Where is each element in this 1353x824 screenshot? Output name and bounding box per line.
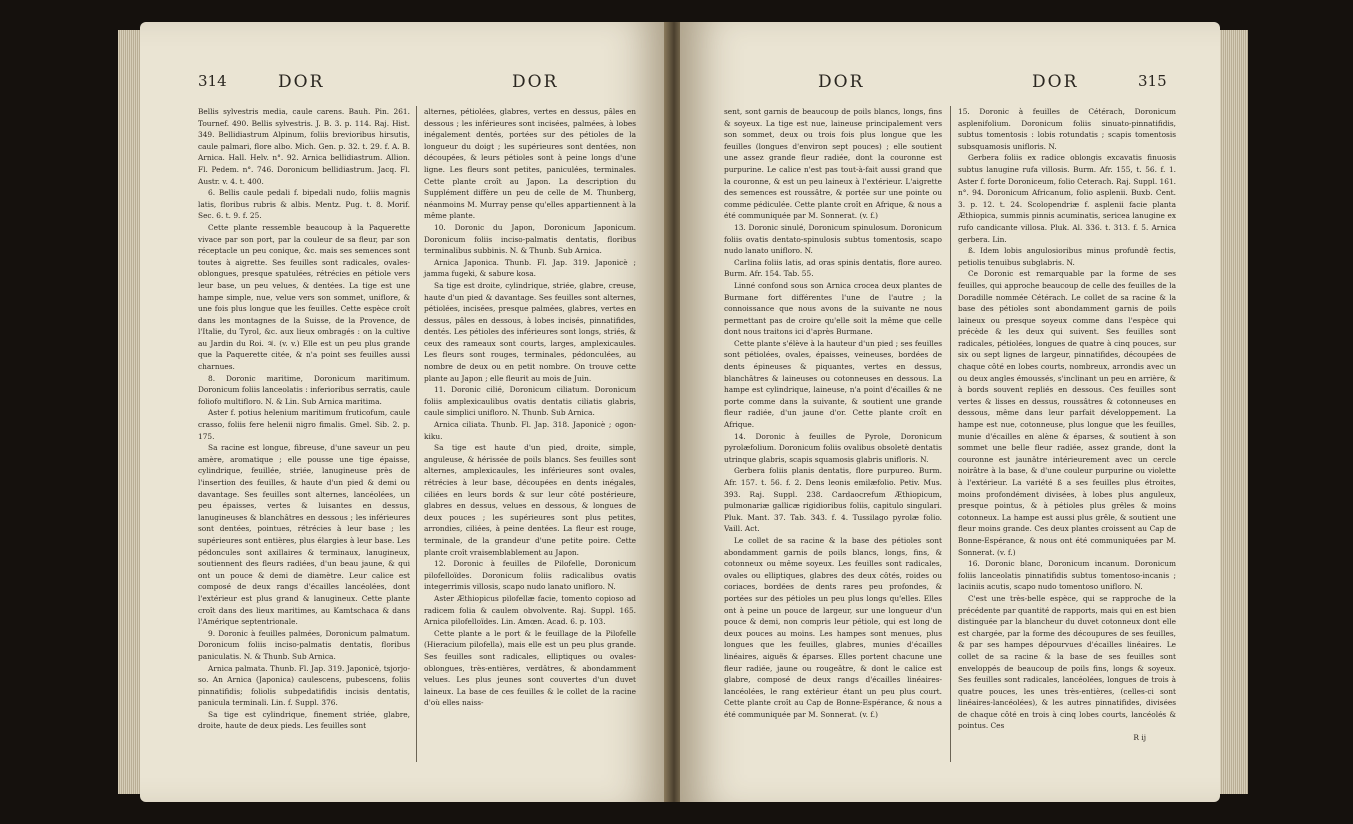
page-number: 314: [198, 72, 227, 90]
paragraph: Bellis sylvestris media, caule carens. Bauh. Pin. 261. Tournef. 490. Bellis sylvestris. J. B. 3. p. 114. Raj. Hist. 349. Bellidiastrum Alpinum, foliis brevioribus hirsutis, caule palmari, flore albo. Mich. Gen. p. 32. t. 29. f. A. B. Arnica. Hall. Helv. n°. 92. Arnica bellidiastrum. Allion. Fl. Pedem. n°. 746. Doronicum bellidiastrum. Jacq. Fl. Austr. v. 4. t. 400.: [198, 107, 410, 186]
paragraph: 8. Doronic maritime, Doronicum maritimum. Doronicum foliis lanceolatis : inferioribus serratis, caule foliofo multifloro. N. & Lin. Sub Arnica maritima.: [198, 373, 410, 406]
paragraph: Cette plante ressemble beaucoup à la Paquerette vivace par son port, par la couleur de sa fleur, par son réceptacle un peu conique, &c. mais ses semences sont toutes à aigrette. Ses feuilles sont radicales, ovales-oblongues, presque spatulées, rétrécies en pétiole vers leur base, un peu velues, & dentées. La tige est une hampe simple, nue, velue vers son sommet, uniflore, & une fois plus longue que les feuilles. Cette espèce croît dans les montagnes de la Suisse, de la Provence, de l'Italie, du Tyrol, &c. aux lieux ombragés : on la cultive au Jardin du Roi. ♃. (v. v.) Elle est un peu plus grande que la Paquerette citée, & n'a point ses feuilles aussi charnues.: [198, 222, 410, 372]
paragraph: 12. Doronic à feuilles de Pilofelle, Doronicum pilofelloïdes. Doronicum foliis radicalibus ovatis integerrimis villosis, scapo nudo lanato unifloro. N.: [424, 559, 636, 592]
paragraph: Le collet de sa racine & la base des pétioles sont abondamment garnis de poils blancs, longs, fins, & cotonneux ou même soyeux. Les feuilles sont radicales, ovales ou elliptiques, glabres des deux côtés, roides ou coriaces, bordées de dents rares peu profondes, & portées sur des pétioles un peu plus longs qu'elles. Elles ont à peine un pouce de largeur, sur une longueur d'un pouce & demi, non compris leur pétiole, qui est long de deux pouces au moins. Les hampes sont menues, plus longues que les feuilles, glabres, munies d'écailles linéaires, aiguës & éparses. Elles portent chacune une fleur radiée, jaune ou rougeâtre, & dont le calice est glabre, composé de deux rangs d'écailles linéaires-lancéolées, le rang extérieur étant un peu plus court. Cette plante croît au Cap de Bonne-Espérance, & nous a été communiquée par M. Sonnerat. (v. f.): [724, 535, 942, 719]
paragraph: Arnica ciliata. Thunb. Fl. Jap. 318. Japonicè ; ogon-kiku.: [424, 420, 636, 441]
paragraph: 13. Doronic sinulé, Doronicum spinulosum. Doronicum foliis ovatis dentato-spinulosis subtus tomentosis, scapo nudo lanato unifloro. N.: [724, 222, 942, 256]
running-head: DOR: [278, 72, 325, 92]
text-column: [198, 106, 410, 732]
right-page-header: [680, 70, 1220, 98]
column-rule: [950, 106, 951, 762]
left-page-header: [140, 70, 668, 98]
text-column: [724, 106, 942, 720]
page-number: 315: [1138, 72, 1167, 90]
paragraph: 11. Doronic cilié, Doronicum ciliatum. Doronicum foliis amplexicaulibus ovatis dentatis ciliatis glabris, caule simplici unifloro. N. Thunb. Sub Arnica.: [424, 385, 636, 418]
running-head: DOR: [512, 72, 559, 92]
paragraph: Arnica Japonica. Thunb. Fl. Jap. 319. Japonicè ; jamma fugeki, & sabure kosa.: [424, 257, 636, 279]
column-rule: [416, 106, 417, 762]
paragraph: C'est une très-belle espèce, qui se rapproche de la précédente par quantité de rapports, mais qui en est bien distinguée par la blancheur du duvet cotonneux dont elle est chargée, par la forme des découpures de ses feuilles, & par ses hampes dépourvues d'écailles linéaires. Le collet de sa racine & la base de ses feuilles sont enveloppés de beaucoup de poils fins, longs & soyeux. Ses feuilles sont radicales, lancéolées, longues de trois à quatre pouces, les unes très-entières, (celles-ci sont linéaires-lancéolées), & les autres pinnatifides, divisées de chaque côté en trois à cinq lobes courts, lancéolés & pointus. Ces: [958, 593, 1176, 731]
paragraph: 10. Doronic du Japon, Doronicum Japonicum. Doronicum foliis inciso-palmatis dentatis, floribus terminalibus subbinis. N. & Thunb. Sub Arnica.: [424, 222, 636, 256]
paragraph: 9. Doronic à feuilles palmées, Doronicum palmatum. Doronicum foliis inciso-palmatis dentatis, floribus paniculatis. N. & Thunb. Sub Arnica.: [198, 628, 410, 661]
paragraph: sent, sont garnis de beaucoup de poils blancs, longs, fins & soyeux. La tige est nue, laineuse principalement vers son sommet, deux ou trois fois plus longue que les feuilles (longues d'environ sept pouces) ; elle soutient une assez grande fleur radiée, dont la couronne est purpurine. Le calice n'est pas tout-à-fait aussi grand que la couronne, & est un peu laineux à l'extérieur. L'aigrette des semences est roussâtre, & portée sur une pointe ou comme pédiculée. Cette plante croît en Afrique, & nous a été communiquée par M. Sonnerat. (v. f.): [724, 107, 942, 221]
paragraph: 15. Doronic à feuilles de Cétérach, Doronicum asplenifolium. Doronicum foliis sinuato-pinnatifidis, subtus tomentosis : lobis rotundatis ; scapis tomentosis subsquamosis unifloris. N.: [958, 107, 1176, 151]
left-page: [140, 22, 668, 802]
paragraph: Carlina foliis latis, ad oras spinis dentatis, flore aureo. Burm. Afr. 154. Tab. 55.: [724, 257, 942, 279]
paragraph: Gerbera foliis planis dentatis, flore purpureo. Burm. Afr. 157. t. 56. f. 2. Dens leonis emilæfolio. Petiv. Mus. 393. Raj. Suppl. 238. Cardaocrefum Æthiopicum, pulmonariæ gallicæ rigidioribus foliis, capitulo singulari. Pluk. Mant. 37. Tab. 343. f. 4. Tussilago pyrolæ folio. Vaill. Act.: [724, 466, 942, 534]
running-head: DOR: [1032, 72, 1079, 92]
paragraph: 16. Doronic blanc, Doronicum incanum. Doronicum foliis lanceolatis pinnatifidis subtus tomentoso-incanis ; laciniis acutis, scapo nudo tomentoso unifloro. N.: [958, 559, 1176, 592]
paragraph: Aster Æthiopicus pilofellæ facie, tomento copioso ad radicem folia & caulem obvolvente. Raj. Suppl. 165. Arnica pilofelloïdes. Lin. Amœn. Acad. 6. p. 103.: [424, 593, 636, 627]
paragraph: Sa racine est longue, fibreuse, d'une saveur un peu amère, aromatique ; elle pousse une tige épaisse, cylindrique, feuillée, striée, lanugineuse près de l'insertion des feuilles, & haute d'un pied & demi ou davantage. Ses feuilles sont alternes, lancéolées, un peu épaisses, vertes & luisantes en dessus, lanugineuses & blanchâtres en dessous ; les inférieures sont dentées, pointues, rétrécies à leur base ; les supérieures sont entières, plus élargies à leur base. Les pédoncules sont axillaires & terminaux, lanugineux, soutiennent des fleurs radiées, d'un beau jaune, & qui ont un pouce & demi de diamètre. Leur calice est composé de deux rangs d'écailles lancéolées, dont l'extérieur est plus grand & lanugineux. Cette plante croît dans des lieux maritimes, au Kamtschaca & dans l'Amérique septentrionale.: [198, 443, 410, 627]
paragraph: Ce Doronic est remarquable par la forme de ses feuilles, qui approche beaucoup de celle des feuilles de la Doradille nommée Cétérach. Le collet de sa racine & la base des pétioles sont abondamment garnis de poils laineux ou presque soyeux comme dans l'espèce qui précède & les deux qui suivent. Ses feuilles sont radicales, pétiolées, longues de quatre à cinq pouces, sur six ou sept lignes de largeur, pinnatifides, découpées de chaque côté en lobes courts, nombreux, arrondis avec un ou deux angles émoussés, s'inclinant un peu en arrière, & à bords souvent repliés en dessous. Ces feuilles sont vertes & lisses en dessus, roussâtres & cotonneuses en dessous, même dans leur parfait développement. La hampe est nue, cotonneuse, plus longue que les feuilles, munie d'écailles en alène & éparses, & soutient à son sommet une belle fleur radiée, assez grande, dont la couronne est jaunâtre intérieurement avec un cercle noirâtre à la base, & d'une couleur purpurine ou violette à l'extérieur. La variété ß a ses feuilles plus étroites, moins profondément divisées, à lobes plus anguleux, presque pointus, & à pétioles plus grêles & moins cotonneux. La hampe est aussi plus grêle, & soutient une fleur moins grande. Ces deux plantes croissent au Cap de Bonne-Espérance, & nous ont été communiquées par M. Sonnerat. (v. f.): [958, 269, 1176, 557]
text-column: [958, 106, 1176, 744]
paragraph: Gerbera foliis ex radice oblongis excavatis finuosis subtus lanugine rufa villosis. Burm. Afr. 155, t. 56. f. 1. Aster f. forte Doroniceum, folio Ceterach. Raj. Suppl. 161. n°. 94. Doronicum Africanum, folio asplenii. Buxb. Cent. 3. p. 12. t. 24. Scolopendriæ f. asplenii facie planta Æthiopica, summis pinnis acuminatis, sericea lanugine ex rufo candicante villosa. Pluk. Al. 336. t. 313. f. 5. Arnica gerbera. Lin.: [958, 153, 1176, 244]
right-page: [680, 22, 1220, 802]
paragraph: Linné confond sous son Arnica crocea deux plantes de Burmane fort différentes l'une de l'autre ; la connoissance que nous avons de la suivante ne nous permettant pas de croire qu'elle soit la même que celle dont nous traitons ici d'après Burmane.: [724, 280, 942, 337]
paragraph: Sa tige est haute d'un pied, droite, simple, anguleuse, & hérissée de poils blancs. Ses feuilles sont alternes, amplexicaules, les inférieures sont ovales, rétrécies à leur base, découpées en dents inégales, ciliées en leurs bords & sur leur côté postérieure, glabres en dessus, velues en dessous, & longues de deux pouces ; les supérieures sont plus petites, arrondies, ciliées, à peine dentées. La fleur est rouge, terminale, de la grandeur d'une petite poire. Cette plante croît vraisemblablement au Japon.: [424, 443, 636, 557]
paragraph: Aster f. potius helenium maritimum fruticofum, caule crasso, foliis fere helenii nigro fimalis. Gmel. Sib. 2. p. 175.: [198, 408, 410, 441]
paragraph: R ij: [1133, 733, 1146, 743]
page-edges-left: [118, 30, 142, 794]
paragraph: Sa tige est cylindrique, finement striée, glabre, droite, haute de deux pieds. Les feuilles sont: [198, 709, 410, 731]
page-edges-right: [1218, 30, 1248, 794]
paragraph: Cette plante a le port & le feuillage de la Pilofelle (Hieracium pilofella), mais elle est un peu plus grande. Ses feuilles sont radicales, elliptiques ou ovales-oblongues, très-entières, verdâtres, & abondamment velues. Les plus jeunes sont couvertes d'un duvet laineux. La base de ces feuilles & le collet de la racine d'où elles naiss-: [424, 628, 636, 708]
running-head: DOR: [818, 72, 865, 92]
paragraph: Sa tige est droite, cylindrique, striée, glabre, creuse, haute d'un pied & davantage. Ses feuilles sont alternes, pétiolées, incisées, presque palmées, glabres, vertes en dessus, pâles en dessous, à lobes incisés, pinnatifides, dentés. Les pétioles des inférieures sont longs, striés, & ceux des rameaux sont courts, larges, amplexicaules. Les fleurs sont rouges, terminales, pédonculées, au nombre de deux ou en petit nombre. On trouve cette plante au Japon ; elle fleurit au mois de Juin.: [424, 280, 636, 383]
text-column: [424, 106, 636, 709]
paragraph: alternes, pétiolées, glabres, vertes en dessus, pâles en dessous ; les inférieures sont incisées, palmées, à lobes inégalement dentés, portées sur des pétioles de la longueur du doigt ; les supérieures sont dentées, non découpées, & leurs pétioles sont à peine longs d'une ligne. Les fleurs sont petites, paniculées, terminales. Cette plante croît au Japon. La description du Supplément diffère un peu de celle de M. Thunberg, néanmoins M. Murray pense qu'elles appartiennent à la même plante.: [424, 107, 636, 221]
paragraph: ß. Idem lobis angulosioribus minus profundè fectis, petiolis tenuibus subglabris. N.: [958, 246, 1176, 267]
paragraph: Arnica palmata. Thunb. Fl. Jap. 319. Japonicè, tsjorjo-so. An Arnica (Japonica) caulescens, pubescens, foliis pinnatifidis; foliolis subpedatifidis incisis dentatis, panicula terminali. Lin. f. Suppl. 376.: [198, 663, 410, 708]
paragraph: Cette plante s'élève à la hauteur d'un pied ; ses feuilles sont pétiolées, ovales, épaisses, veineuses, bordées de dents épineuses & piquantes, vertes en dessus, blanchâtres & laineuses ou cotonneuses en dessous. La hampe est cylindrique, laineuse, n'a point d'écailles & ne porte comme dans la suivante, & soutient une grande fleur radiée, d'un jaune d'or. Cette plante croît en Afrique.: [724, 338, 942, 430]
paragraph: 6. Bellis caule pedali f. bipedali nudo, foliis magnis latis, floribus rubris & albis. Mentz. Pug. t. 8. Morif. Sec. 6. t. 9. f. 25.: [198, 188, 410, 221]
paragraph: 14. Doronic à feuilles de Pyrole, Doronicum pyrolæfolium. Doronicum foliis ovalibus obsoletè dentatis utrinque glabris, scapis squamosis glabris unifloris. N.: [724, 431, 942, 464]
